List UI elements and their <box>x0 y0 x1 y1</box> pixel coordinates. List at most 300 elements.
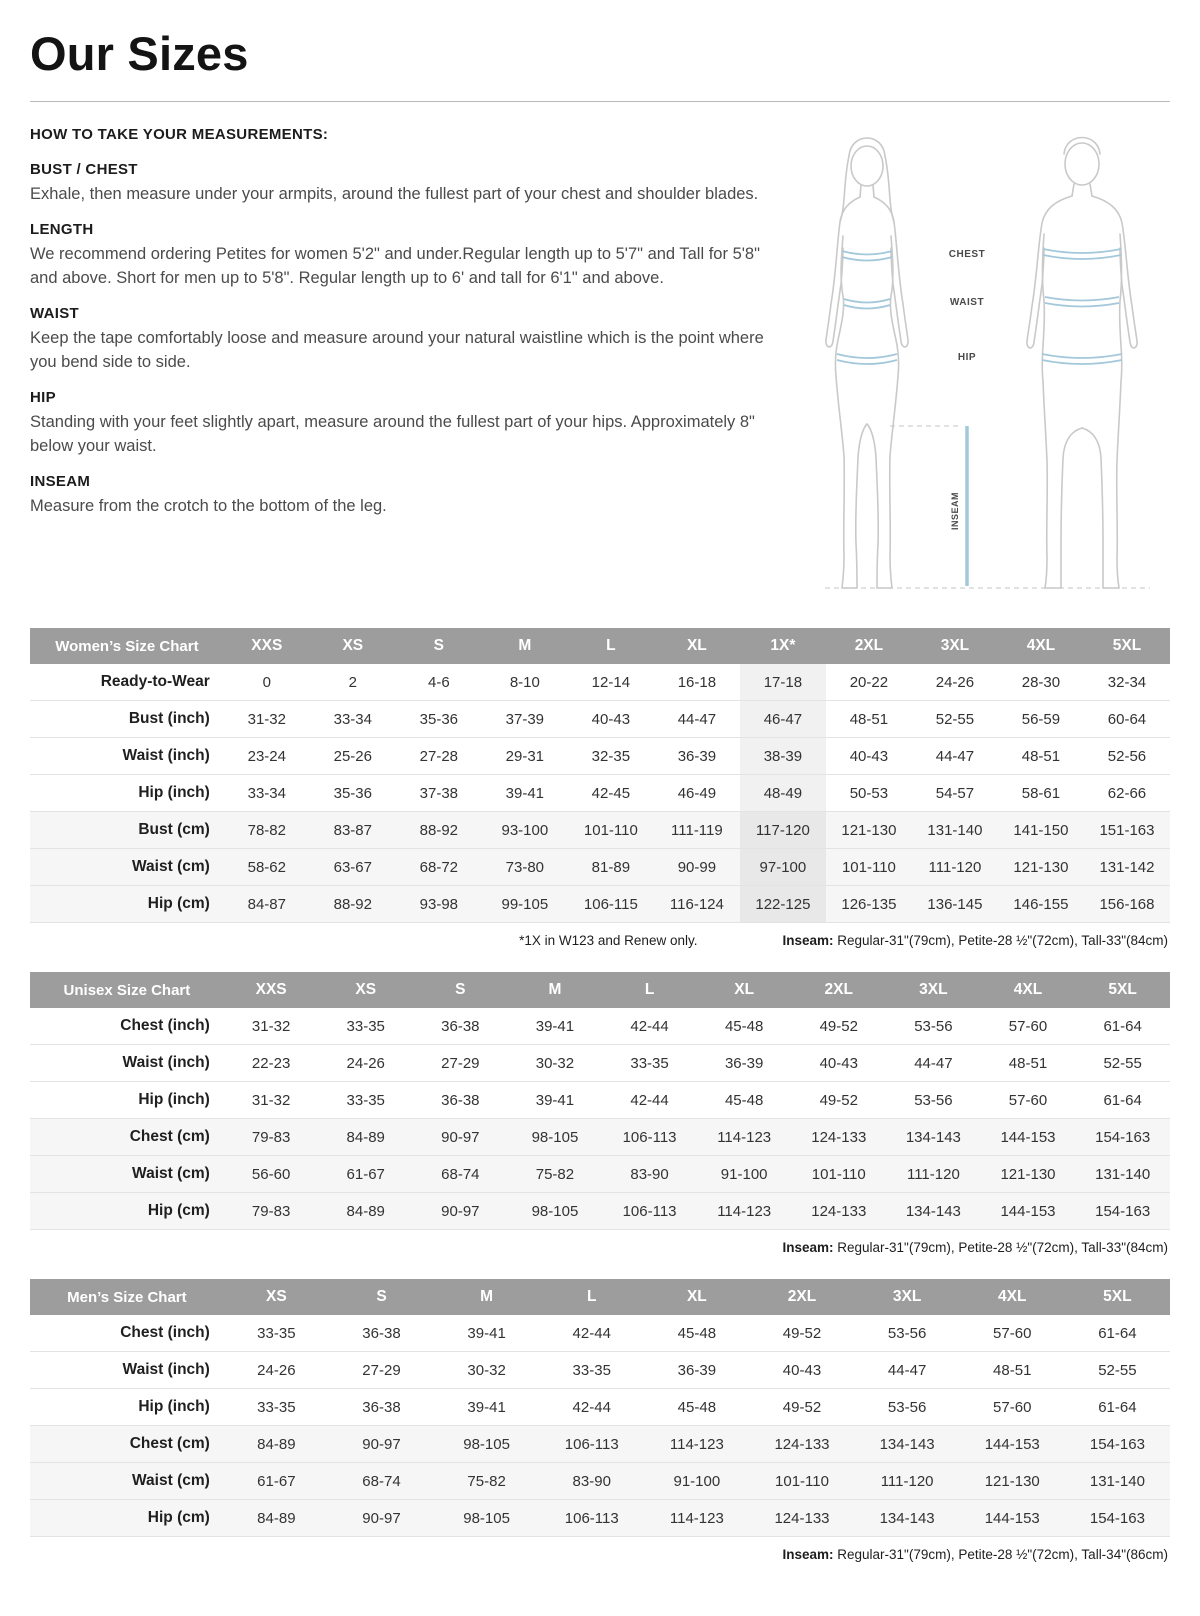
table-title: Men’s Size Chart <box>30 1279 224 1315</box>
body-measurement-diagram <box>795 126 1170 606</box>
row-label: Waist (cm) <box>132 858 210 875</box>
size-cell: 98-105 <box>531 1202 579 1220</box>
size-cell: 61-64 <box>1103 1017 1142 1035</box>
size-cell: 36-38 <box>441 1091 480 1109</box>
womens-size-chart <box>30 628 1170 923</box>
size-cell: 131-142 <box>1099 858 1155 876</box>
table-row <box>30 1426 1170 1463</box>
table-row <box>30 1156 1170 1193</box>
size-cell: 42-44 <box>572 1398 611 1416</box>
size-cell: 39-41 <box>505 784 545 802</box>
size-cell: 121-130 <box>984 1472 1040 1490</box>
size-cell: 134-143 <box>879 1435 935 1453</box>
column-header: 2XL <box>749 1279 854 1315</box>
size-cell: 134-143 <box>879 1509 935 1527</box>
size-cell: 114-123 <box>669 1509 724 1527</box>
column-header: S <box>329 1279 434 1315</box>
size-cell: 40-43 <box>782 1361 822 1379</box>
size-cell: 154-163 <box>1095 1202 1151 1220</box>
size-cell: 57-60 <box>1008 1091 1048 1109</box>
size-cell: 33-35 <box>257 1398 296 1416</box>
dashed-guides <box>825 426 1150 588</box>
instructions-heading: HOW TO TAKE YOUR MEASUREMENTS: <box>30 126 329 143</box>
hip-label: HIP <box>957 352 977 363</box>
row-label: Chest (inch) <box>120 1324 210 1341</box>
row-label: Bust (inch) <box>128 710 210 727</box>
section-title: HIP <box>30 389 56 407</box>
size-cell: 134-143 <box>905 1128 961 1146</box>
size-cell: 57-60 <box>993 1324 1032 1342</box>
size-cell: 131-140 <box>1089 1472 1145 1490</box>
size-cell: 24-26 <box>257 1361 296 1379</box>
unisex-size-table <box>30 972 1170 1230</box>
size-cell: 53-56 <box>887 1324 927 1342</box>
size-cell: 68-74 <box>441 1165 480 1183</box>
section-title: BUST / CHEST <box>30 161 138 178</box>
size-cell: 84-89 <box>257 1509 296 1527</box>
size-cell: 111-120 <box>928 858 982 876</box>
column-header: L <box>602 972 697 1008</box>
column-header: 5XL <box>1065 1279 1170 1315</box>
size-cell: 44-47 <box>935 747 975 765</box>
size-cell: 146-155 <box>1013 895 1069 913</box>
column-header: L <box>539 1279 644 1315</box>
column-header: XXS <box>224 628 310 664</box>
section-body: Standing with your feet slightly apart, measure around the fullest part of your hips. Approximately 8" below your waist. <box>30 413 755 455</box>
size-cell: 20-22 <box>849 673 889 691</box>
size-cell: 48-51 <box>1021 747 1061 765</box>
size-cell: 154-163 <box>1089 1509 1145 1527</box>
size-cell: 121-130 <box>1000 1165 1056 1183</box>
size-cell: 136-145 <box>927 895 983 913</box>
size-cell: 33-35 <box>630 1054 669 1072</box>
column-header: 4XL <box>981 972 1076 1008</box>
size-cell: 45-48 <box>677 1398 717 1416</box>
size-cell: 36-39 <box>677 1361 717 1379</box>
size-cell: 53-56 <box>914 1091 953 1109</box>
womens-size-table <box>30 628 1170 923</box>
size-cell: 16-18 <box>677 673 717 691</box>
size-cell: 90-97 <box>441 1202 480 1220</box>
table-row <box>30 701 1170 738</box>
size-cell: 93-98 <box>419 895 459 913</box>
size-cell: 57-60 <box>1008 1017 1048 1035</box>
size-cell: 122-125 <box>740 886 826 923</box>
size-cell: 33-35 <box>572 1361 611 1379</box>
size-cell: 154-163 <box>1089 1435 1145 1453</box>
size-cell: 39-41 <box>535 1017 575 1035</box>
size-cell: 25-26 <box>333 747 372 765</box>
size-cell: 54-57 <box>935 784 975 802</box>
column-header: 4XL <box>960 1279 1065 1315</box>
row-label: Waist (cm) <box>132 1472 210 1489</box>
size-cell: 154-163 <box>1095 1128 1151 1146</box>
size-cell: 46-47 <box>740 701 826 738</box>
womens-chart-footnotes <box>30 923 1170 948</box>
size-cell: 42-44 <box>572 1324 611 1342</box>
column-header: 3XL <box>886 972 981 1008</box>
row-label: Waist (inch) <box>122 1054 210 1071</box>
size-cell: 28-30 <box>1021 673 1061 691</box>
size-cell: 151-163 <box>1099 821 1155 839</box>
size-cell: 8-10 <box>509 673 540 691</box>
table-row <box>30 1008 1170 1045</box>
size-cell: 75-82 <box>535 1165 575 1183</box>
size-cell: 53-56 <box>914 1017 953 1035</box>
size-cell: 44-47 <box>914 1054 953 1072</box>
size-cell: 91-100 <box>673 1472 721 1490</box>
size-cell: 33-35 <box>346 1017 385 1035</box>
column-header: XS <box>318 972 413 1008</box>
table-row <box>30 812 1170 849</box>
table-row <box>30 1389 1170 1426</box>
size-cell: 22-23 <box>251 1054 291 1072</box>
size-cell: 90-99 <box>677 858 717 876</box>
size-cell: 12-14 <box>591 673 631 691</box>
size-cell: 61-64 <box>1098 1398 1137 1416</box>
section-body: Keep the tape comfortably loose and measure around your natural waistline which is the point where you bend side to side. <box>30 329 764 371</box>
table-row <box>30 886 1170 923</box>
size-cell: 30-32 <box>467 1361 506 1379</box>
size-cell: 114-123 <box>717 1202 772 1220</box>
size-cell: 48-51 <box>849 710 889 728</box>
size-cell: 101-110 <box>841 858 896 876</box>
size-cell: 36-39 <box>677 747 717 765</box>
column-header: 5XL <box>1084 628 1170 664</box>
size-cell: 32-35 <box>591 747 631 765</box>
size-cell: 144-153 <box>1000 1202 1056 1220</box>
size-cell: 49-52 <box>782 1398 822 1416</box>
size-cell: 61-64 <box>1103 1091 1142 1109</box>
size-cell: 131-140 <box>1095 1165 1151 1183</box>
size-cell: 30-32 <box>535 1054 575 1072</box>
column-header: 3XL <box>912 628 998 664</box>
size-cell: 124-133 <box>774 1509 830 1527</box>
column-header: 2XL <box>826 628 912 664</box>
size-cell: 98-105 <box>531 1128 579 1146</box>
size-cell: 56-59 <box>1021 710 1061 728</box>
size-cell: 17-18 <box>740 664 826 701</box>
column-header: XL <box>654 628 740 664</box>
size-cell: 42-44 <box>630 1091 669 1109</box>
row-label: Chest (cm) <box>129 1435 210 1452</box>
size-cell: 36-39 <box>724 1054 764 1072</box>
size-cell: 45-48 <box>724 1091 764 1109</box>
section-body: Exhale, then measure under your armpits, around the fullest part of your chest and shoulder blades. <box>30 185 759 203</box>
chest-label: CHEST <box>948 249 986 260</box>
1x-footnote: *1X in W123 and Renew only. <box>519 933 698 948</box>
size-cell: 33-34 <box>333 710 372 728</box>
title-divider <box>30 101 1170 102</box>
column-header: XS <box>310 628 396 664</box>
size-cell: 45-48 <box>724 1017 764 1035</box>
column-header: M <box>508 972 603 1008</box>
size-cell: 36-38 <box>441 1017 480 1035</box>
size-cell: 98-105 <box>463 1509 510 1527</box>
size-cell: 27-29 <box>441 1054 480 1072</box>
size-cell: 49-52 <box>819 1091 858 1109</box>
column-header: XS <box>224 1279 329 1315</box>
size-cell: 52-55 <box>1103 1054 1142 1072</box>
size-cell: 83-90 <box>630 1165 669 1183</box>
size-cell: 84-87 <box>247 895 286 913</box>
column-header: XL <box>697 972 792 1008</box>
size-cell: 31-32 <box>251 1091 291 1109</box>
size-cell: 52-55 <box>1098 1361 1137 1379</box>
inseam-note-label: Inseam: <box>782 1240 834 1255</box>
section-body: Measure from the crotch to the bottom of the leg. <box>30 496 387 515</box>
table-row <box>30 1193 1170 1230</box>
page-title: Our Sizes <box>30 27 249 80</box>
size-cell: 61-67 <box>346 1165 385 1183</box>
column-header: 4XL <box>998 628 1084 664</box>
size-cell: 58-61 <box>1021 784 1061 802</box>
size-cell: 90-97 <box>362 1509 401 1527</box>
column-header: XL <box>644 1279 749 1315</box>
size-cell: 58-62 <box>247 858 286 876</box>
row-label: Chest (cm) <box>129 1128 210 1145</box>
size-cell: 106-113 <box>622 1202 677 1220</box>
size-cell: 27-28 <box>419 747 459 765</box>
row-label: Waist (cm) <box>132 1165 210 1182</box>
measurement-instructions <box>30 126 775 518</box>
size-cell: 78-82 <box>247 821 286 839</box>
row-label: Hip (cm) <box>147 1202 210 1219</box>
mens-size-chart <box>30 1279 1170 1537</box>
size-cell: 98-105 <box>463 1435 510 1453</box>
size-cell: 134-143 <box>905 1202 961 1220</box>
row-label: Chest (inch) <box>120 1017 210 1034</box>
size-cell: 52-56 <box>1107 747 1147 765</box>
row-label: Hip (inch) <box>138 1091 210 1108</box>
size-cell: 114-123 <box>669 1435 724 1453</box>
size-cell: 88-92 <box>333 895 372 913</box>
size-cell: 61-64 <box>1098 1324 1137 1342</box>
section-title: WAIST <box>30 305 79 323</box>
table-row <box>30 1500 1170 1537</box>
size-cell: 111-119 <box>671 821 723 839</box>
table-row <box>30 1352 1170 1389</box>
size-cell: 29-31 <box>505 747 545 765</box>
size-cell: 40-43 <box>591 710 631 728</box>
size-cell: 31-32 <box>247 710 286 728</box>
size-cell: 124-133 <box>811 1202 867 1220</box>
size-cell: 124-133 <box>811 1128 867 1146</box>
size-cell: 33-35 <box>257 1324 296 1342</box>
size-cell: 99-105 <box>501 895 549 913</box>
size-cell: 131-140 <box>927 821 983 839</box>
section-body: We recommend ordering Petites for women 5'2" and under.Regular length up to 5'7" and Tall for 5'8" and above. Short for men up to 5'8". Regular length up to 6' and tall for 6'1" and above. <box>30 245 760 287</box>
instruction-section-hip <box>30 389 775 458</box>
unisex-chart-footnotes <box>30 1230 1170 1255</box>
size-cell: 44-47 <box>887 1361 927 1379</box>
size-cell: 56-60 <box>251 1165 291 1183</box>
unisex-size-chart <box>30 972 1170 1230</box>
inseam-note <box>782 933 1168 948</box>
size-cell: 116-124 <box>669 895 724 913</box>
size-cell: 83-87 <box>333 821 372 839</box>
size-cell: 68-74 <box>362 1472 401 1490</box>
size-cell: 44-47 <box>677 710 717 728</box>
column-header: S <box>396 628 482 664</box>
size-cell: 23-24 <box>247 747 286 765</box>
size-cell: 141-150 <box>1013 821 1069 839</box>
size-cell: 48-51 <box>1008 1054 1048 1072</box>
size-cell: 42-45 <box>591 784 631 802</box>
column-header: 1X* <box>740 628 826 664</box>
table-row <box>30 1119 1170 1156</box>
measurement-figure-illustration <box>795 126 1170 606</box>
row-label: Hip (inch) <box>138 784 210 801</box>
size-cell: 88-92 <box>419 821 459 839</box>
table-title: Unisex Size Chart <box>30 972 224 1008</box>
instruction-section-bust-chest <box>30 161 775 206</box>
inseam-note-text: Regular-31"(79cm), Petite-28 ½"(72cm), Tall-33"(84cm) <box>833 1240 1168 1255</box>
column-header: 3XL <box>855 1279 960 1315</box>
size-cell: 39-41 <box>467 1324 506 1342</box>
size-cell: 111-120 <box>906 1165 960 1183</box>
size-cell: 38-39 <box>740 738 826 775</box>
size-cell: 35-36 <box>419 710 459 728</box>
size-cell: 75-82 <box>467 1472 506 1490</box>
size-cell: 46-49 <box>677 784 717 802</box>
inseam-note-label: Inseam: <box>782 1547 834 1562</box>
size-cell: 117-120 <box>740 812 826 849</box>
mens-size-table <box>30 1279 1170 1537</box>
size-cell: 93-100 <box>501 821 549 839</box>
size-cell: 37-39 <box>505 710 545 728</box>
size-cell: 97-100 <box>740 849 826 886</box>
table-row <box>30 1315 1170 1352</box>
size-cell: 24-26 <box>935 673 975 691</box>
inseam-note-label: Inseam: <box>782 933 834 948</box>
table-title: Women’s Size Chart <box>30 628 224 664</box>
size-cell: 50-53 <box>849 784 889 802</box>
size-cell: 0 <box>262 673 271 691</box>
measurement-instructions-section <box>30 126 1170 614</box>
table-row <box>30 1045 1170 1082</box>
size-cell: 53-56 <box>887 1398 927 1416</box>
size-cell: 84-89 <box>346 1128 385 1146</box>
size-cell: 144-153 <box>984 1435 1040 1453</box>
column-header: XXS <box>224 972 319 1008</box>
size-cell: 40-43 <box>849 747 889 765</box>
size-cell: 90-97 <box>441 1128 480 1146</box>
size-cell: 101-110 <box>811 1165 866 1183</box>
row-label: Hip (inch) <box>138 1398 210 1415</box>
size-cell: 4-6 <box>427 673 450 691</box>
instruction-section-inseam <box>30 473 775 518</box>
size-cell: 24-26 <box>346 1054 385 1072</box>
size-cell: 91-100 <box>720 1165 768 1183</box>
size-cell: 42-44 <box>630 1017 669 1035</box>
size-cell: 101-110 <box>583 821 638 839</box>
size-cell: 37-38 <box>419 784 459 802</box>
size-cell: 32-34 <box>1107 673 1147 691</box>
table-row <box>30 1082 1170 1119</box>
table-row <box>30 664 1170 701</box>
size-cell: 36-38 <box>362 1398 401 1416</box>
size-cell: 63-67 <box>333 858 372 876</box>
size-cell: 49-52 <box>819 1017 858 1035</box>
size-cell: 101-110 <box>775 1472 829 1490</box>
row-label: Bust (cm) <box>138 821 210 838</box>
male-figure-outline <box>1027 138 1137 589</box>
size-cell: 83-90 <box>572 1472 611 1490</box>
size-cell: 156-168 <box>1099 895 1155 913</box>
size-cell: 60-64 <box>1107 710 1147 728</box>
size-cell: 48-49 <box>740 775 826 812</box>
column-header: 5XL <box>1075 972 1170 1008</box>
size-cell: 90-97 <box>362 1435 401 1453</box>
size-cell: 39-41 <box>535 1091 575 1109</box>
size-cell: 144-153 <box>1000 1128 1056 1146</box>
row-label: Hip (cm) <box>147 1509 210 1526</box>
section-title: INSEAM <box>30 472 91 490</box>
size-cell: 36-38 <box>362 1324 401 1342</box>
size-cell: 106-113 <box>622 1128 677 1146</box>
size-cell: 106-113 <box>564 1509 619 1527</box>
instruction-section-waist <box>30 305 775 374</box>
row-label: Waist (inch) <box>122 1361 210 1378</box>
inseam-note <box>782 1240 1168 1255</box>
size-cell: 126-135 <box>841 895 897 913</box>
size-cell: 124-133 <box>774 1435 830 1453</box>
size-cell: 62-66 <box>1107 784 1147 802</box>
size-cell: 48-51 <box>993 1361 1032 1379</box>
size-cell: 45-48 <box>677 1324 717 1342</box>
row-label: Ready-to-Wear <box>100 673 210 690</box>
instruction-section-length <box>30 221 775 290</box>
column-header: M <box>482 628 568 664</box>
inseam-label: INSEAM <box>950 491 960 531</box>
inseam-note <box>782 1547 1168 1562</box>
column-header: L <box>568 628 654 664</box>
female-figure-outline <box>826 138 908 588</box>
table-row <box>30 738 1170 775</box>
size-cell: 61-67 <box>257 1472 296 1490</box>
table-row <box>30 849 1170 886</box>
inseam-note-text: Regular-31"(79cm), Petite-28 ½"(72cm), Tall-34"(86cm) <box>833 1547 1168 1562</box>
table-row <box>30 1463 1170 1500</box>
column-header: S <box>413 972 508 1008</box>
size-cell: 35-36 <box>333 784 372 802</box>
size-cell: 40-43 <box>819 1054 858 1072</box>
size-cell: 57-60 <box>993 1398 1032 1416</box>
size-cell: 106-113 <box>564 1435 619 1453</box>
size-cell: 121-130 <box>841 821 897 839</box>
row-label: Hip (cm) <box>147 895 210 912</box>
size-cell: 52-55 <box>935 710 975 728</box>
size-cell: 33-34 <box>247 784 286 802</box>
size-cell: 27-29 <box>362 1361 401 1379</box>
size-cell: 68-72 <box>419 858 459 876</box>
table-row <box>30 775 1170 812</box>
size-cell: 114-123 <box>717 1128 772 1146</box>
size-cell: 81-89 <box>591 858 631 876</box>
size-cell: 79-83 <box>251 1128 291 1146</box>
size-cell: 111-120 <box>880 1472 934 1490</box>
size-cell: 84-89 <box>257 1435 296 1453</box>
size-cell: 2 <box>348 673 357 691</box>
size-cell: 79-83 <box>251 1202 291 1220</box>
column-header: M <box>434 1279 539 1315</box>
size-cell: 33-35 <box>346 1091 385 1109</box>
size-cell: 49-52 <box>782 1324 822 1342</box>
size-cell: 121-130 <box>1013 858 1069 876</box>
size-cell: 144-153 <box>984 1509 1040 1527</box>
size-cell: 31-32 <box>251 1017 291 1035</box>
